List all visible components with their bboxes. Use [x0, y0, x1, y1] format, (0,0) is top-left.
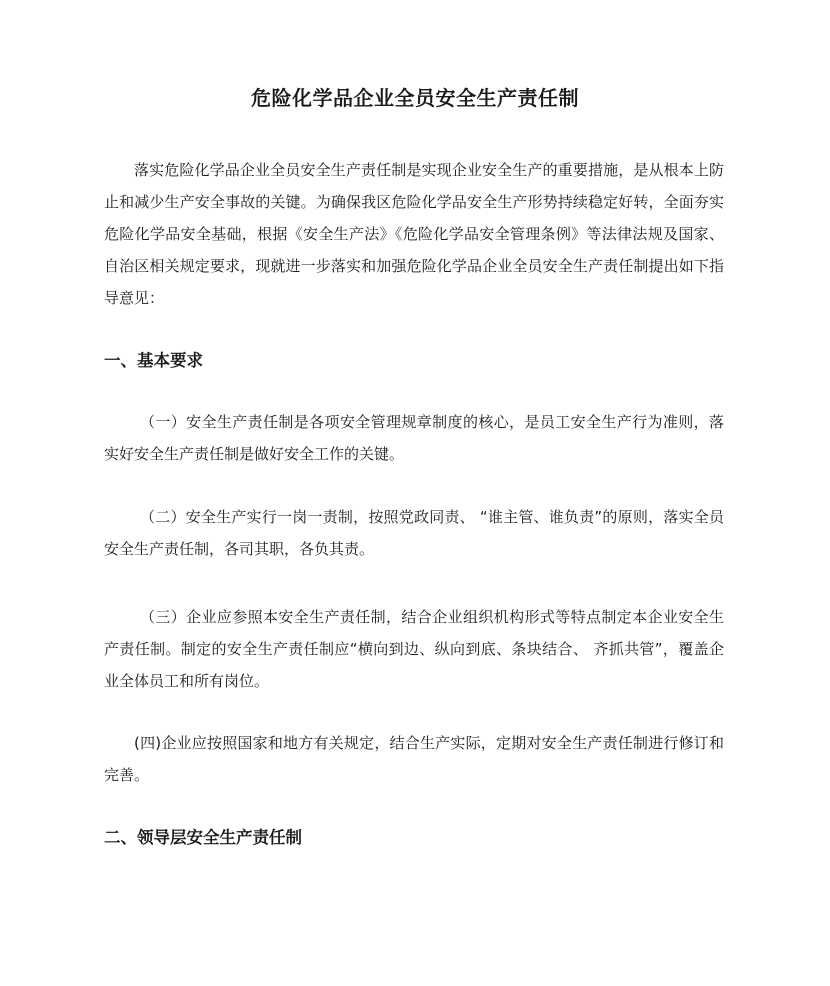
section-heading-leadership: 二、领导层安全生产责任制 — [104, 828, 302, 847]
document-title: 危险化学品企业全员安全生产责任制 — [251, 86, 579, 110]
requirement-item-3: （三）企业应参照本安全生产责任制，结合企业组织机构形式等特点制定本企业安全生产责任制。制定的安全生产责任制应“横向到边、纵向到底、条块结合、 齐抓共管”，覆盖企业全体员工和所有岗位。 — [104, 608, 724, 690]
requirement-item-2: （二）安全生产实行一岗一责制，按照党政同责、 “谁主管、谁负责”的原则，落实全员安全生产责任制，各司其职，各负其责。 — [104, 508, 724, 558]
intro-paragraph: 落实危险化学品企业全员安全生产责任制是实现企业安全生产的重要措施，是从根本上防止和减少生产安全事故的关键。为确保我区危险化学品安全生产形势持续稳定好转，全面夯实危险化学品安全基础，根据《安全生产法》《危险化学品安全管理条例》等法律法规及国家、自治区相关规定要求，现就进一步落实和加强危险化学品企业全员安全生产责任制提出如下指导意见： — [104, 161, 724, 307]
requirement-item-1: （一）安全生产责任制是各项安全管理规章制度的核心，是员工安全生产行为准则，落实好安全生产责任制是做好安全工作的关键。 — [104, 413, 724, 463]
section-heading-basic-requirements: 一、基本要求 — [104, 351, 203, 370]
requirement-item-4: (四)企业应按照国家和地方有关规定，结合生产实际，定期对安全生产责任制进行修订和完善。 — [104, 734, 724, 784]
